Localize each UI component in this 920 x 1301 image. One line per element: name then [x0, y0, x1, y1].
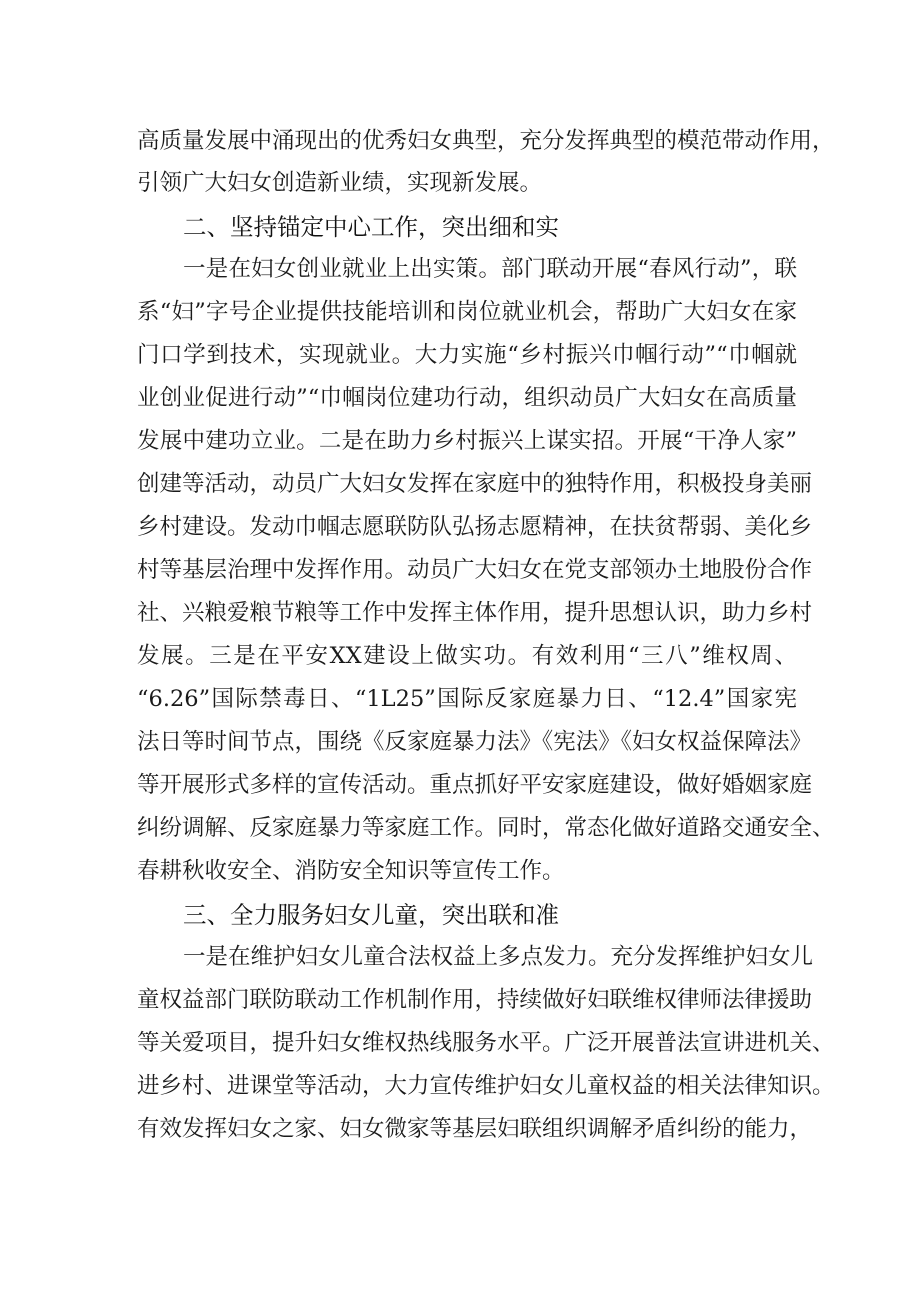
body-text-line: 社、兴粮爱粮节粮等工作中发挥主体作用，提升思想认识，助力乡村	[137, 600, 813, 626]
body-text-line: 春耕秋收安全、消防安全知识等宣传工作。	[137, 858, 565, 884]
body-text-line: 创建等活动，动员广大妇女发挥在家庭中的独特作用，积极投身美丽	[137, 471, 813, 497]
body-text-line: 门口学到技术，实现就业。大力实施“乡村振兴巾帼行动”“巾帼就	[137, 342, 797, 368]
body-text-line: 有效发挥妇女之家、妇女微家等基层妇联组织调解矛盾纠纷的能力，	[137, 1116, 813, 1142]
body-text-line: 村等基层治理中发挥作用。动员广大妇女在党支部领办土地股份合作	[137, 557, 813, 583]
body-text-line: 高质量发展中涌现出的优秀妇女典型，充分发挥典型的模范带动作用，	[137, 128, 835, 154]
body-text-line: “6.26”国际禁毒日、“1L25”国际反家庭暴力日、“12.4”国家宪	[137, 686, 797, 712]
body-text-line: 发展中建功立业。二是在助力乡村振兴上谋实招。开展“干净人家”	[137, 428, 797, 454]
body-text-line: 发展。三是在平安XX建设上做实功。有效利用“三八”维权周、	[137, 643, 797, 669]
body-text-line: 法日等时间节点，围绕《反家庭暴力法》《宪法》《妇女权益保障法》	[137, 729, 813, 755]
section-heading: 三、全力服务妇女儿童，突出联和准	[183, 901, 559, 929]
body-text-line: 一是在妇女创业就业上出实策。部门联动开展“春风行动”，联	[183, 256, 797, 282]
body-text-line: 纠纷调解、反家庭暴力等家庭工作。同时，常态化做好道路交通安全、	[137, 815, 835, 841]
body-text-line: 引领广大妇女创造新业绩，实现新发展。	[137, 170, 543, 196]
section-heading: 二、坚持锚定中心工作，突出细和实	[183, 213, 559, 241]
body-text-line: 业创业促进行动”“巾帼岗位建功行动，组织动员广大妇女在高质量	[137, 385, 797, 411]
body-text-line: 等关爱项目，提升妇女维权热线服务水平。广泛开展普法宣讲进机关、	[137, 1030, 835, 1056]
body-text-line: 乡村建设。发动巾帼志愿联防队弘扬志愿精神，在扶贫帮弱、美化乡	[137, 514, 813, 540]
body-text-line: 进乡村、进课堂等活动，大力宣传维护妇女儿童权益的相关法律知识。	[137, 1073, 835, 1099]
body-text-line: 童权益部门联防联动工作机制作用，持续做好妇联维权律师法律援助	[137, 987, 813, 1013]
body-text-line: 一是在维护妇女儿童合法权益上多点发力。充分发挥维护妇女儿	[183, 944, 814, 970]
body-text-line: 等开展形式多样的宣传活动。重点抓好平安家庭建设，做好婚姻家庭	[137, 772, 813, 798]
body-text-line: 系“妇”字号企业提供技能培训和岗位就业机会，帮助广大妇女在家	[137, 299, 797, 325]
